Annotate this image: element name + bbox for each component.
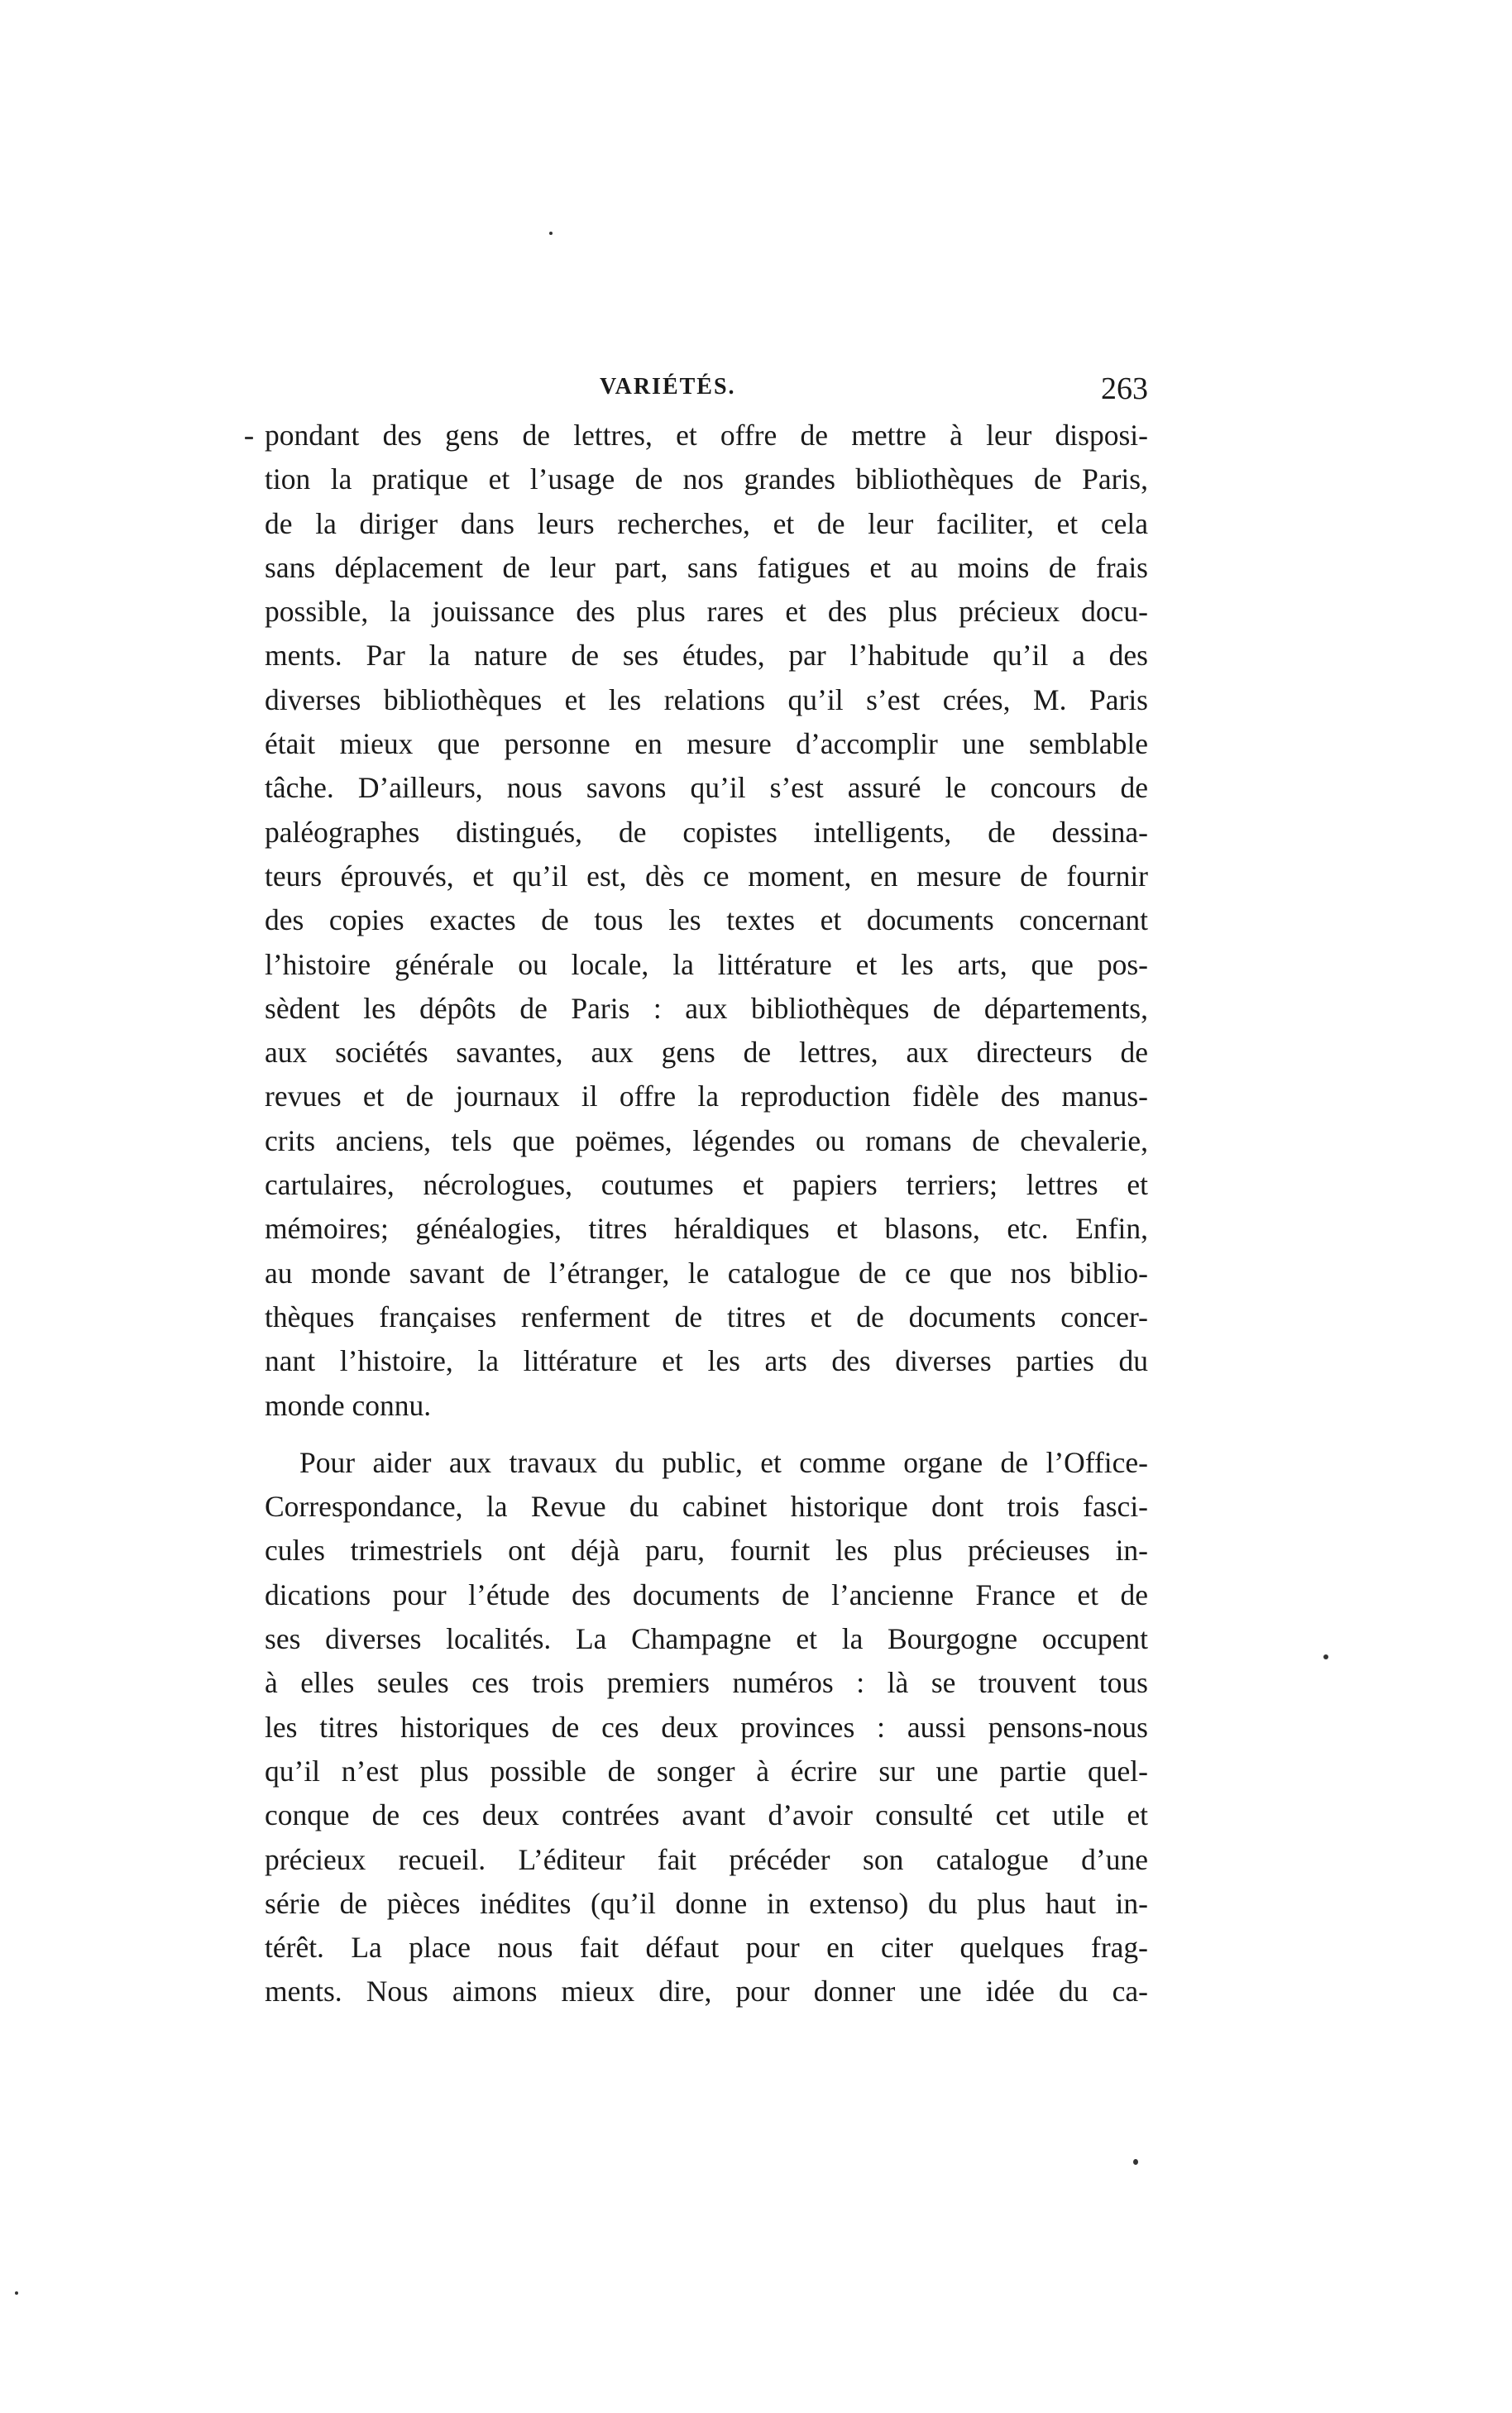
text-line: Pour aider aux travaux du public, et comme organe de l’Office- <box>299 1445 1148 1479</box>
text-line: monde connu. <box>265 1388 432 1422</box>
paragraph-1 <box>265 414 1148 1428</box>
text-line: de la diriger dans leurs recherches, et de leur faciliter, et cela <box>265 506 1148 540</box>
text-line: les titres historiques de ces deux provinces : aussi pensons-nous <box>265 1710 1148 1744</box>
text-line: crits anciens, tels que poëmes, légendes ou romans de chevalerie, <box>265 1123 1148 1157</box>
scan-speck <box>15 2291 18 2295</box>
body-text <box>265 414 1148 2014</box>
text-line: revues et de journaux il offre la reproduction fidèle des manus- <box>265 1080 1148 1113</box>
text-line: nant l’histoire, la littérature et les arts des diverses parties du <box>265 1344 1148 1378</box>
text-line: possible, la jouissance des plus rares et des plus précieux docu- <box>265 595 1148 629</box>
page-number: 263 <box>1101 371 1148 406</box>
text-line: à elles seules ces trois premiers numéros : là se trouvent tous <box>265 1666 1148 1700</box>
text-line: thèques françaises renferment de titres et de documents concer- <box>265 1300 1148 1333</box>
text-line: cartulaires, nécrologues, coutumes et papiers terriers; lettres et <box>265 1168 1148 1202</box>
text-line: était mieux que personne en mesure d’accomplir une semblable <box>265 727 1148 761</box>
text-line: dications pour l’étude des documents de l’ancienne France et de <box>265 1578 1148 1611</box>
scan-speck <box>245 437 253 439</box>
text-line: l’histoire générale ou locale, la littérature et les arts, que pos- <box>265 947 1148 981</box>
text-line: au monde savant de l’étranger, le catalogue de ce que nos biblio- <box>265 1256 1148 1290</box>
text-line: des copies exactes de tous les textes et documents concernant <box>265 903 1148 937</box>
text-line: ses diverses localités. La Champagne et la Bourgogne occupent <box>265 1622 1148 1656</box>
running-title: VARIÉTÉS. <box>600 374 736 400</box>
text-line: série de pièces inédites (qu’il donne in extenso) du plus haut in- <box>265 1886 1148 1920</box>
text-line: Correspondance, la Revue du cabinet historique dont trois fasci- <box>265 1490 1148 1524</box>
text-line: qu’il n’est plus possible de songer à écrire sur une partie quel- <box>265 1754 1148 1788</box>
text-line: sans déplacement de leur part, sans fatigues et au moins de frais <box>265 550 1148 584</box>
text-line: ments. Par la nature de ses études, par l’habitude qu’il a des <box>265 639 1148 673</box>
text-line: térêt. La place nous fait défaut pour en citer quelques frag- <box>265 1931 1148 1965</box>
page-header <box>265 371 1148 412</box>
text-line: pondant des gens de lettres, et offre de mettre à leur disposi- <box>265 419 1148 452</box>
text-line: ments. Nous aimons mieux dire, pour donner une idée du ca- <box>265 1975 1148 2008</box>
text-line: teurs éprouvés, et qu’il est, dès ce moment, en mesure de fournir <box>265 859 1148 893</box>
text-line: aux sociétés savantes, aux gens de lettres, aux directeurs de <box>265 1036 1148 1070</box>
text-line: cules trimestriels ont déjà paru, fournit les plus précieuses in- <box>265 1534 1148 1568</box>
scan-speck <box>549 232 553 235</box>
text-line: sèdent les dépôts de Paris : aux bibliothèques de départements, <box>265 991 1148 1025</box>
paragraph-spacer <box>265 1428 1148 1441</box>
paragraph-2 <box>265 1441 1148 2014</box>
scan-speck <box>1133 2159 1138 2165</box>
text-line: paléographes distingués, de copistes intelligents, de dessina- <box>265 815 1148 849</box>
text-line: diverses bibliothèques et les relations qu’il s’est crées, M. Paris <box>265 682 1148 716</box>
text-line: précieux recueil. L’éditeur fait précéder son catalogue d’une <box>265 1842 1148 1876</box>
text-line: tâche. D’ailleurs, nous savons qu’il s’est assuré le concours de <box>265 771 1148 805</box>
text-line: conque de ces deux contrées avant d’avoir consulté cet utile et <box>265 1798 1148 1832</box>
text-line: mémoires; généalogies, titres héraldiques et blasons, etc. Enfin, <box>265 1212 1148 1246</box>
text-line: tion la pratique et l’usage de nos grandes bibliothèques de Paris, <box>265 462 1148 496</box>
scan-speck <box>1323 1654 1328 1659</box>
